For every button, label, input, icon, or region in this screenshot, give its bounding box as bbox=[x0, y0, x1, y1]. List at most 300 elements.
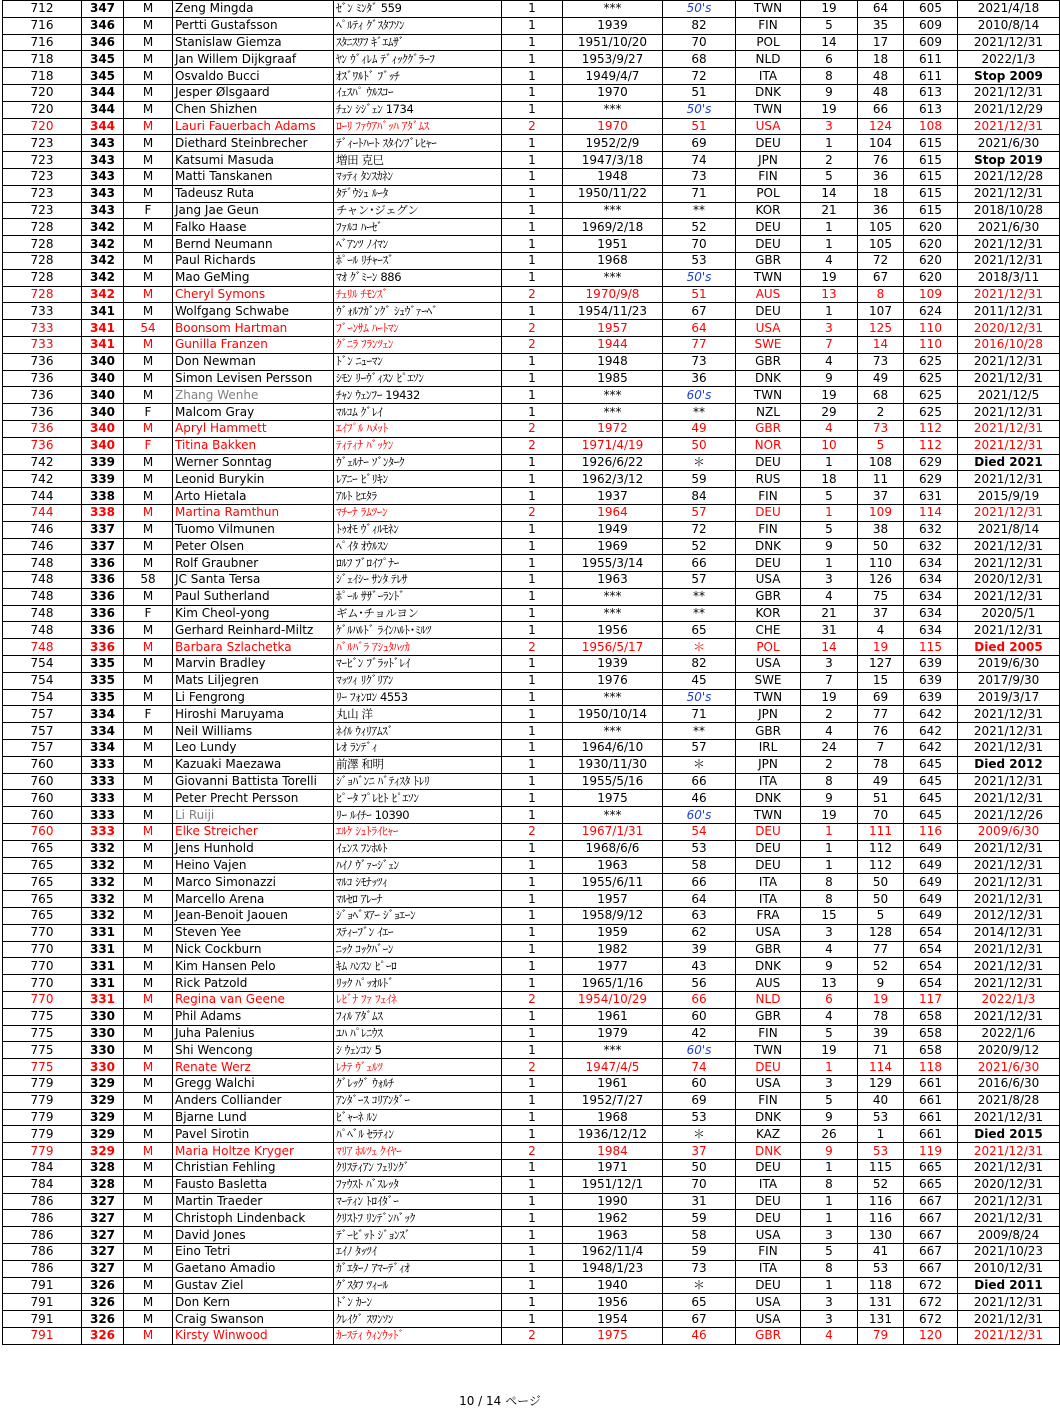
cell-country: NLD bbox=[736, 51, 801, 68]
cell-birth-date: 1968/6/6 bbox=[563, 840, 663, 857]
cell-nation-count: 116 bbox=[858, 1193, 904, 1210]
cell-category-rank: 119 bbox=[904, 1143, 958, 1160]
cell-country: TWN bbox=[736, 807, 801, 824]
cell-category-rank: 667 bbox=[904, 1243, 958, 1260]
cell-category: 1 bbox=[502, 1109, 563, 1126]
cell-last-date: 2021/12/31 bbox=[958, 706, 1060, 723]
cell-category: 1 bbox=[502, 941, 563, 958]
cell-name-en: Titina Bakken bbox=[173, 437, 334, 454]
cell-category-rank: 117 bbox=[904, 992, 958, 1009]
cell-country-rank: 1 bbox=[801, 236, 858, 253]
cell-name-en: Jang Jae Geun bbox=[173, 202, 334, 219]
cell-score: 343 bbox=[82, 152, 124, 169]
cell-category-rank: 613 bbox=[904, 84, 958, 101]
cell-country-rank: 6 bbox=[801, 51, 858, 68]
cell-nation-count: 130 bbox=[858, 1227, 904, 1244]
cell-country-rank: 9 bbox=[801, 958, 858, 975]
cell-age: 64 bbox=[663, 320, 736, 337]
cell-rank: 733 bbox=[3, 303, 82, 320]
cell-country: GBR bbox=[736, 1327, 801, 1344]
cell-score: 339 bbox=[82, 471, 124, 488]
cell-category: 1 bbox=[502, 185, 563, 202]
cell-category-rank: 109 bbox=[904, 286, 958, 303]
cell-last-date: 2021/12/31 bbox=[958, 538, 1060, 555]
cell-age: ＊ bbox=[663, 756, 736, 773]
cell-birth-date: *** bbox=[563, 101, 663, 118]
cell-last-date: 2021/12/31 bbox=[958, 555, 1060, 572]
cell-country-rank: 5 bbox=[801, 1092, 858, 1109]
cell-name-en: Regina van Geene bbox=[173, 992, 334, 1009]
cell-last-date: 2010/8/14 bbox=[958, 17, 1060, 34]
cell-category-rank: 658 bbox=[904, 1008, 958, 1025]
cell-category-rank: 654 bbox=[904, 958, 958, 975]
cell-sex: M bbox=[124, 975, 173, 992]
cell-name-jp: ﾚｵ ﾗﾝﾃﾞｨ bbox=[334, 740, 502, 757]
cell-score: 332 bbox=[82, 857, 124, 874]
ranking-table-body bbox=[3, 1, 1060, 1345]
cell-category-rank: 645 bbox=[904, 790, 958, 807]
cell-country-rank: 9 bbox=[801, 790, 858, 807]
cell-age: 70 bbox=[663, 34, 736, 51]
cell-country-rank: 4 bbox=[801, 1327, 858, 1344]
cell-sex: M bbox=[124, 807, 173, 824]
cell-age: ＊ bbox=[663, 1277, 736, 1294]
cell-country-rank: 3 bbox=[801, 1311, 858, 1328]
cell-nation-count: 17 bbox=[858, 34, 904, 51]
cell-birth-date: 1971 bbox=[563, 1159, 663, 1176]
cell-category-rank: 661 bbox=[904, 1092, 958, 1109]
cell-nation-count: 50 bbox=[858, 874, 904, 891]
cell-rank: 742 bbox=[3, 454, 82, 471]
cell-last-date: 2021/12/31 bbox=[958, 622, 1060, 639]
cell-country: TWN bbox=[736, 1042, 801, 1059]
cell-category-rank: 642 bbox=[904, 740, 958, 757]
cell-age: 82 bbox=[663, 17, 736, 34]
cell-category: 1 bbox=[502, 1159, 563, 1176]
cell-country: DNK bbox=[736, 84, 801, 101]
cell-category-rank: 609 bbox=[904, 17, 958, 34]
cell-birth-date: 1962/3/12 bbox=[563, 471, 663, 488]
cell-score: 333 bbox=[82, 807, 124, 824]
cell-last-date: 2021/6/30 bbox=[958, 135, 1060, 152]
cell-name-en: Shi Wencong bbox=[173, 1042, 334, 1059]
cell-sex: M bbox=[124, 1159, 173, 1176]
cell-score: 341 bbox=[82, 336, 124, 353]
cell-birth-date: 1952/2/9 bbox=[563, 135, 663, 152]
cell-category: 2 bbox=[502, 824, 563, 841]
cell-sex: M bbox=[124, 1311, 173, 1328]
cell-age: 60's bbox=[663, 1042, 736, 1059]
cell-nation-count: 77 bbox=[858, 706, 904, 723]
cell-country-rank: 1 bbox=[801, 303, 858, 320]
cell-score: 336 bbox=[82, 622, 124, 639]
cell-category-rank: 649 bbox=[904, 908, 958, 925]
cell-sex: M bbox=[124, 34, 173, 51]
cell-name-en: Nick Cockburn bbox=[173, 941, 334, 958]
cell-birth-date: *** bbox=[563, 269, 663, 286]
cell-country-rank: 3 bbox=[801, 656, 858, 673]
cell-last-date: 2021/12/31 bbox=[958, 286, 1060, 303]
cell-score: 342 bbox=[82, 286, 124, 303]
cell-rank: 744 bbox=[3, 488, 82, 505]
cell-age: 74 bbox=[663, 1059, 736, 1076]
cell-country-rank: 4 bbox=[801, 252, 858, 269]
cell-rank: 728 bbox=[3, 286, 82, 303]
cell-country-rank: 8 bbox=[801, 1176, 858, 1193]
cell-name-jp: ﾌｧﾙｺ ﾊｰｾﾞ bbox=[334, 219, 502, 236]
cell-name-jp: ﾋﾟｰﾀ ﾌﾟﾚﾋﾄ ﾋﾟｴｿﾝ bbox=[334, 790, 502, 807]
cell-nation-count: 118 bbox=[858, 1277, 904, 1294]
cell-category: 1 bbox=[502, 1277, 563, 1294]
cell-age: ** bbox=[663, 723, 736, 740]
cell-country: USA bbox=[736, 1311, 801, 1328]
cell-category: 1 bbox=[502, 891, 563, 908]
cell-nation-count: 14 bbox=[858, 336, 904, 353]
table-row bbox=[3, 924, 1060, 941]
cell-rank: 784 bbox=[3, 1176, 82, 1193]
cell-country: DEU bbox=[736, 135, 801, 152]
cell-country: FRA bbox=[736, 908, 801, 925]
cell-sex: M bbox=[124, 1260, 173, 1277]
cell-country: FIN bbox=[736, 1025, 801, 1042]
cell-country: POL bbox=[736, 639, 801, 656]
cell-category: 1 bbox=[502, 740, 563, 757]
cell-name-en: Zeng Mingda bbox=[173, 1, 334, 18]
cell-name-jp: ｼ ｳｪﾝｺﾝ 5 bbox=[334, 1042, 502, 1059]
cell-country-rank: 1 bbox=[801, 840, 858, 857]
cell-score: 331 bbox=[82, 975, 124, 992]
cell-birth-date: *** bbox=[563, 404, 663, 421]
cell-name-en: JC Santa Tersa bbox=[173, 572, 334, 589]
cell-rank: 760 bbox=[3, 790, 82, 807]
table-row bbox=[3, 1277, 1060, 1294]
cell-age: 82 bbox=[663, 656, 736, 673]
cell-category-rank: 112 bbox=[904, 420, 958, 437]
cell-rank: 784 bbox=[3, 1159, 82, 1176]
cell-birth-date: 1936/12/12 bbox=[563, 1126, 663, 1143]
cell-name-en: Christoph Lindenback bbox=[173, 1210, 334, 1227]
cell-country: GBR bbox=[736, 588, 801, 605]
cell-rank: 770 bbox=[3, 924, 82, 941]
cell-last-date: 2020/12/31 bbox=[958, 320, 1060, 337]
cell-birth-date: 1958/9/12 bbox=[563, 908, 663, 925]
table-row bbox=[3, 1311, 1060, 1328]
cell-nation-count: 73 bbox=[858, 353, 904, 370]
cell-last-date: 2021/12/31 bbox=[958, 1327, 1060, 1344]
cell-category: 1 bbox=[502, 68, 563, 85]
cell-country: FIN bbox=[736, 521, 801, 538]
cell-rank: 770 bbox=[3, 992, 82, 1009]
cell-country-rank: 26 bbox=[801, 1126, 858, 1143]
cell-name-jp: ｸﾚｲｸﾞ ｽﾜﾝｿﾝ bbox=[334, 1311, 502, 1328]
cell-birth-date: 1970 bbox=[563, 84, 663, 101]
cell-score: 332 bbox=[82, 874, 124, 891]
cell-rank: 748 bbox=[3, 622, 82, 639]
cell-age: 43 bbox=[663, 958, 736, 975]
cell-name-jp: ｴｲﾉ ﾀｯﾂｲ bbox=[334, 1243, 502, 1260]
cell-nation-count: 19 bbox=[858, 992, 904, 1009]
cell-sex: M bbox=[124, 1059, 173, 1076]
cell-nation-count: 128 bbox=[858, 924, 904, 941]
cell-score: 326 bbox=[82, 1294, 124, 1311]
cell-score: 327 bbox=[82, 1210, 124, 1227]
cell-sex: M bbox=[124, 1126, 173, 1143]
cell-country-rank: 4 bbox=[801, 420, 858, 437]
table-row bbox=[3, 992, 1060, 1009]
cell-country-rank: 19 bbox=[801, 1, 858, 18]
cell-age: 52 bbox=[663, 219, 736, 236]
cell-age: 50's bbox=[663, 269, 736, 286]
cell-score: 344 bbox=[82, 84, 124, 101]
cell-category: 1 bbox=[502, 1193, 563, 1210]
cell-rank: 723 bbox=[3, 185, 82, 202]
table-row bbox=[3, 471, 1060, 488]
cell-country-rank: 19 bbox=[801, 387, 858, 404]
cell-birth-date: 1962/11/4 bbox=[563, 1243, 663, 1260]
cell-rank: 728 bbox=[3, 269, 82, 286]
cell-rank: 736 bbox=[3, 353, 82, 370]
cell-score: 331 bbox=[82, 924, 124, 941]
cell-sex: M bbox=[124, 588, 173, 605]
cell-country-rank: 9 bbox=[801, 538, 858, 555]
cell-nation-count: 50 bbox=[858, 891, 904, 908]
cell-name-en: Osvaldo Bucci bbox=[173, 68, 334, 85]
cell-score: 332 bbox=[82, 840, 124, 857]
cell-category: 1 bbox=[502, 101, 563, 118]
cell-rank: 742 bbox=[3, 471, 82, 488]
cell-name-jp: ﾊﾟﾍﾞﾙ ｾﾗﾃｨﾝ bbox=[334, 1126, 502, 1143]
cell-age: ** bbox=[663, 202, 736, 219]
cell-name-en: Hiroshi Maruyama bbox=[173, 706, 334, 723]
cell-category: 1 bbox=[502, 1076, 563, 1093]
cell-score: 333 bbox=[82, 773, 124, 790]
cell-name-en: Simon Levisen Persson bbox=[173, 370, 334, 387]
table-row bbox=[3, 1193, 1060, 1210]
table-row bbox=[3, 236, 1060, 253]
cell-country-rank: 7 bbox=[801, 672, 858, 689]
cell-name-jp: ﾛﾙﾌ ﾌﾞﾛｲﾌﾟﾅｰ bbox=[334, 555, 502, 572]
cell-score: 347 bbox=[82, 1, 124, 18]
cell-birth-date: 1949 bbox=[563, 521, 663, 538]
cell-score: 344 bbox=[82, 101, 124, 118]
cell-rank: 744 bbox=[3, 504, 82, 521]
cell-score: 342 bbox=[82, 219, 124, 236]
cell-country: USA bbox=[736, 320, 801, 337]
cell-country: ITA bbox=[736, 891, 801, 908]
cell-nation-count: 18 bbox=[858, 51, 904, 68]
cell-sex: M bbox=[124, 756, 173, 773]
cell-birth-date: *** bbox=[563, 588, 663, 605]
cell-country: DEU bbox=[736, 454, 801, 471]
cell-rank: 728 bbox=[3, 236, 82, 253]
cell-sex: M bbox=[124, 941, 173, 958]
cell-category-rank: 649 bbox=[904, 874, 958, 891]
cell-birth-date: 1937 bbox=[563, 488, 663, 505]
cell-last-date: 2021/6/30 bbox=[958, 1059, 1060, 1076]
cell-age: 45 bbox=[663, 672, 736, 689]
cell-nation-count: 8 bbox=[858, 286, 904, 303]
cell-name-en: Barbara Szlachetka bbox=[173, 639, 334, 656]
cell-last-date: 2021/12/31 bbox=[958, 1143, 1060, 1160]
cell-country: GBR bbox=[736, 420, 801, 437]
cell-country-rank: 19 bbox=[801, 269, 858, 286]
table-row bbox=[3, 1243, 1060, 1260]
cell-country: DNK bbox=[736, 370, 801, 387]
cell-country-rank: 5 bbox=[801, 1243, 858, 1260]
table-row bbox=[3, 51, 1060, 68]
cell-sex: M bbox=[124, 656, 173, 673]
table-row bbox=[3, 320, 1060, 337]
cell-name-jp: ﾎﾟｰﾙ ｻｻﾞｰﾗﾝﾄﾞ bbox=[334, 588, 502, 605]
cell-rank: 770 bbox=[3, 975, 82, 992]
cell-score: 343 bbox=[82, 168, 124, 185]
cell-country: POL bbox=[736, 34, 801, 51]
cell-age: 67 bbox=[663, 1311, 736, 1328]
cell-name-en: Marvin Bradley bbox=[173, 656, 334, 673]
cell-rank: 754 bbox=[3, 689, 82, 706]
cell-age: 67 bbox=[663, 303, 736, 320]
cell-name-en: Leonid Burykin bbox=[173, 471, 334, 488]
cell-name-jp: ﾏｯﾃｨ ﾀﾝｽｶﾈﾝ bbox=[334, 168, 502, 185]
cell-last-date: 2021/12/31 bbox=[958, 840, 1060, 857]
cell-nation-count: 2 bbox=[858, 404, 904, 421]
cell-birth-date: 1955/6/11 bbox=[563, 874, 663, 891]
cell-nation-count: 37 bbox=[858, 605, 904, 622]
cell-sex: M bbox=[124, 353, 173, 370]
cell-category-rank: 108 bbox=[904, 118, 958, 135]
cell-category-rank: 661 bbox=[904, 1126, 958, 1143]
cell-category-rank: 114 bbox=[904, 504, 958, 521]
cell-last-date: Died 2021 bbox=[958, 454, 1060, 471]
cell-rank: 716 bbox=[3, 17, 82, 34]
cell-nation-count: 38 bbox=[858, 521, 904, 538]
cell-name-en: Peter Olsen bbox=[173, 538, 334, 555]
cell-category-rank: 615 bbox=[904, 168, 958, 185]
cell-last-date: 2021/12/31 bbox=[958, 1008, 1060, 1025]
cell-sex: M bbox=[124, 101, 173, 118]
table-row bbox=[3, 572, 1060, 589]
cell-age: 46 bbox=[663, 1327, 736, 1344]
cell-rank: 786 bbox=[3, 1243, 82, 1260]
cell-category: 1 bbox=[502, 1311, 563, 1328]
cell-country-rank: 5 bbox=[801, 168, 858, 185]
table-row bbox=[3, 488, 1060, 505]
cell-age: 66 bbox=[663, 874, 736, 891]
cell-category: 1 bbox=[502, 706, 563, 723]
table-row bbox=[3, 68, 1060, 85]
cell-birth-date: 1957 bbox=[563, 320, 663, 337]
cell-nation-count: 53 bbox=[858, 1143, 904, 1160]
cell-score: 346 bbox=[82, 34, 124, 51]
cell-birth-date: 1956/5/17 bbox=[563, 639, 663, 656]
cell-score: 331 bbox=[82, 992, 124, 1009]
cell-birth-date: 1969 bbox=[563, 538, 663, 555]
cell-country-rank: 1 bbox=[801, 219, 858, 236]
cell-rank: 765 bbox=[3, 840, 82, 857]
table-row bbox=[3, 185, 1060, 202]
cell-country: NLD bbox=[736, 992, 801, 1009]
cell-last-date: Died 2012 bbox=[958, 756, 1060, 773]
cell-birth-date: 1975 bbox=[563, 790, 663, 807]
cell-country: GBR bbox=[736, 941, 801, 958]
cell-name-en: Kim Hansen Pelo bbox=[173, 958, 334, 975]
cell-name-en: David Jones bbox=[173, 1227, 334, 1244]
cell-score: 340 bbox=[82, 404, 124, 421]
cell-sex: M bbox=[124, 185, 173, 202]
cell-country-rank: 8 bbox=[801, 874, 858, 891]
cell-country: TWN bbox=[736, 689, 801, 706]
cell-sex: M bbox=[124, 1277, 173, 1294]
cell-name-jp: ｶﾞｴﾀｰﾉ ｱﾏｰﾃﾞｨｵ bbox=[334, 1260, 502, 1277]
cell-rank: 716 bbox=[3, 34, 82, 51]
cell-nation-count: 41 bbox=[858, 1243, 904, 1260]
cell-category-rank: 611 bbox=[904, 51, 958, 68]
cell-last-date: 2021/12/31 bbox=[958, 404, 1060, 421]
cell-category: 1 bbox=[502, 1294, 563, 1311]
cell-category: 1 bbox=[502, 656, 563, 673]
cell-sex: F bbox=[124, 706, 173, 723]
cell-category: 1 bbox=[502, 152, 563, 169]
cell-score: 342 bbox=[82, 269, 124, 286]
cell-name-jp: ﾌｧｳｽﾄ ﾊﾞｽﾚｯﾀ bbox=[334, 1176, 502, 1193]
cell-name-en: Wolfgang Schwabe bbox=[173, 303, 334, 320]
cell-last-date: 2021/12/31 bbox=[958, 504, 1060, 521]
cell-country-rank: 3 bbox=[801, 118, 858, 135]
cell-country-rank: 24 bbox=[801, 740, 858, 757]
cell-nation-count: 71 bbox=[858, 1042, 904, 1059]
cell-last-date: 2021/12/31 bbox=[958, 790, 1060, 807]
cell-score: 335 bbox=[82, 656, 124, 673]
cell-nation-count: 105 bbox=[858, 219, 904, 236]
cell-score: 329 bbox=[82, 1076, 124, 1093]
table-row bbox=[3, 168, 1060, 185]
cell-birth-date: 1969/2/18 bbox=[563, 219, 663, 236]
cell-category-rank: 667 bbox=[904, 1260, 958, 1277]
table-row bbox=[3, 1076, 1060, 1093]
cell-score: 333 bbox=[82, 790, 124, 807]
cell-country: DEU bbox=[736, 236, 801, 253]
cell-country: KOR bbox=[736, 605, 801, 622]
cell-sex: M bbox=[124, 1243, 173, 1260]
cell-birth-date: *** bbox=[563, 723, 663, 740]
cell-name-en: Bernd Neumann bbox=[173, 236, 334, 253]
cell-country-rank: 4 bbox=[801, 1008, 858, 1025]
cell-name-en: Don Kern bbox=[173, 1294, 334, 1311]
cell-nation-count: 131 bbox=[858, 1311, 904, 1328]
cell-category: 1 bbox=[502, 1176, 563, 1193]
cell-nation-count: 109 bbox=[858, 504, 904, 521]
cell-sex: M bbox=[124, 68, 173, 85]
cell-age: 60 bbox=[663, 1076, 736, 1093]
cell-birth-date: 1961 bbox=[563, 1076, 663, 1093]
cell-sex: M bbox=[124, 1294, 173, 1311]
table-row bbox=[3, 656, 1060, 673]
cell-category-rank: 625 bbox=[904, 387, 958, 404]
cell-last-date: 2021/8/14 bbox=[958, 521, 1060, 538]
cell-nation-count: 15 bbox=[858, 672, 904, 689]
cell-name-jp: ﾚｱﾆｰ ﾋﾞﾘｷﾝ bbox=[334, 471, 502, 488]
cell-category-rank: 639 bbox=[904, 672, 958, 689]
cell-country: DNK bbox=[736, 1109, 801, 1126]
table-row bbox=[3, 941, 1060, 958]
cell-category: 2 bbox=[502, 336, 563, 353]
cell-nation-count: 49 bbox=[858, 773, 904, 790]
cell-name-jp: ｵｽﾞﾜﾙﾄﾞ ﾌﾞｯﾁ bbox=[334, 68, 502, 85]
cell-last-date: 2020/12/31 bbox=[958, 1176, 1060, 1193]
cell-age: 49 bbox=[663, 420, 736, 437]
cell-category-rank: 120 bbox=[904, 1327, 958, 1344]
cell-rank: 760 bbox=[3, 807, 82, 824]
